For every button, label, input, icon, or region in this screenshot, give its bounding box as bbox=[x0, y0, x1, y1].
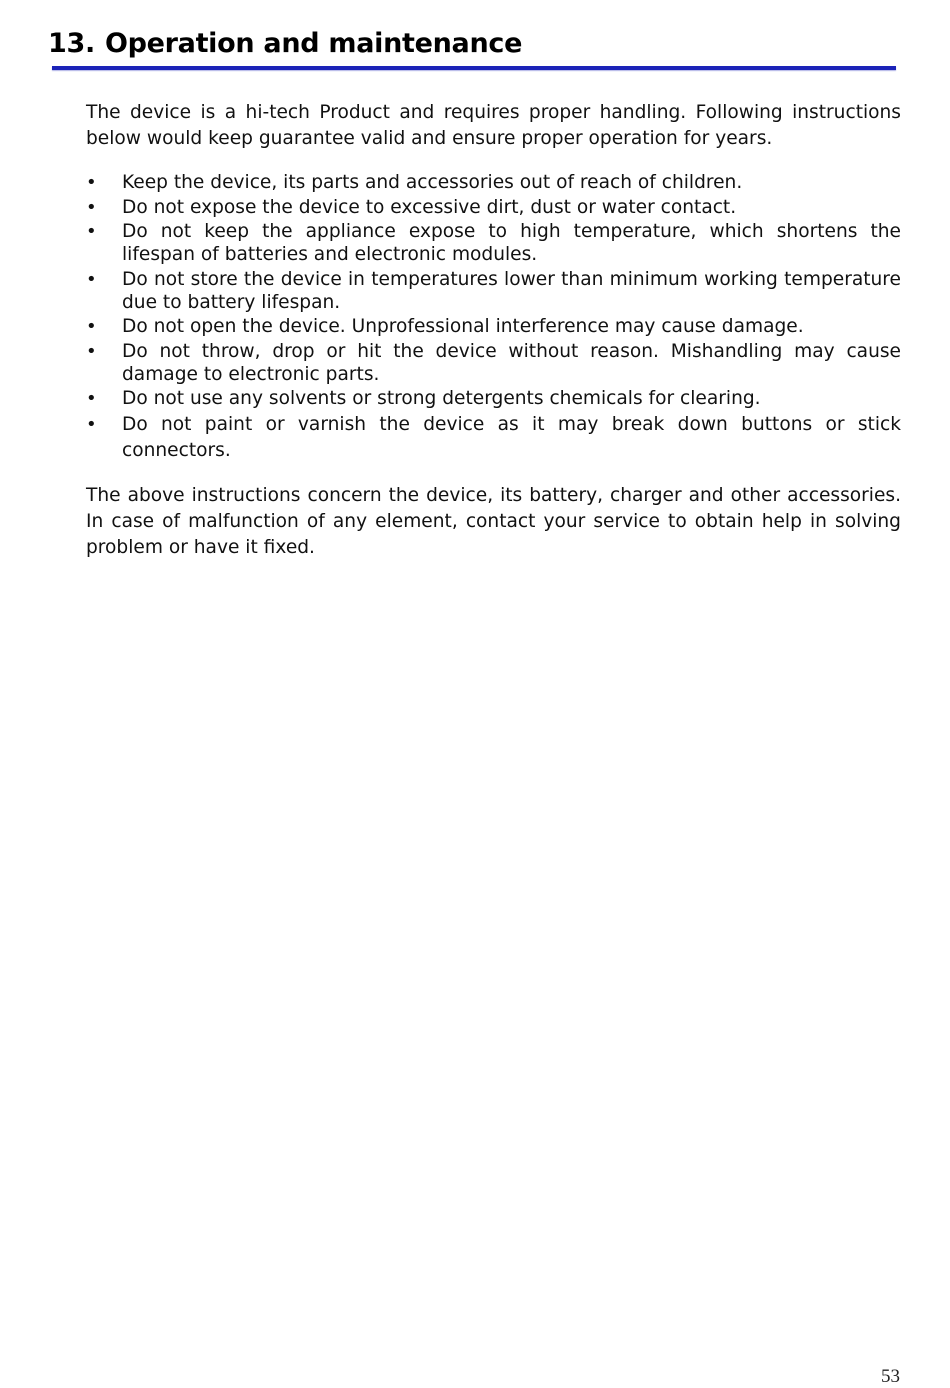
intro-paragraph: The device is a hi-tech Product and requires proper handling. Following instructions below would keep guarantee valid and ensure proper operation for years. bbox=[86, 102, 901, 149]
list-item: • Do not throw, drop or hit the device without reason. Mishandling may cause damage to electronic parts. bbox=[86, 340, 901, 386]
list-item: • Do not store the device in temperatures lower than minimum working temperature due to battery lifespan. bbox=[86, 268, 901, 314]
list-item: • Do not use any solvents or strong detergents chemicals for clearing. bbox=[86, 387, 901, 410]
section-number: 13. bbox=[48, 28, 95, 59]
list-item: • Do not paint or varnish the device as it may break down buttons or stick connectors. bbox=[86, 412, 901, 464]
title-underline bbox=[52, 66, 896, 70]
page-number: 53 bbox=[881, 1366, 900, 1387]
list-item: • Keep the device, its parts and accessories out of reach of children. bbox=[86, 171, 901, 194]
section-title-text: Operation and maintenance bbox=[104, 28, 523, 59]
maintenance-instructions-list bbox=[86, 171, 901, 464]
section-header bbox=[48, 24, 896, 64]
list-item: • Do not keep the appliance expose to high temperature, which shortens the lifespan of batteries and electronic modules. bbox=[86, 220, 901, 266]
list-item: • Do not expose the device to excessive dirt, dust or water contact. bbox=[86, 196, 901, 219]
page-title bbox=[48, 24, 896, 64]
list-item: • Do not open the device. Unprofessional interference may cause damage. bbox=[86, 315, 901, 338]
closing-paragraph: The above instructions concern the device, its battery, charger and other accessories. In case of malfunction of any element, contact your service to obtain help in solving problem or have it fixed. bbox=[86, 484, 901, 558]
page-content bbox=[86, 100, 901, 561]
